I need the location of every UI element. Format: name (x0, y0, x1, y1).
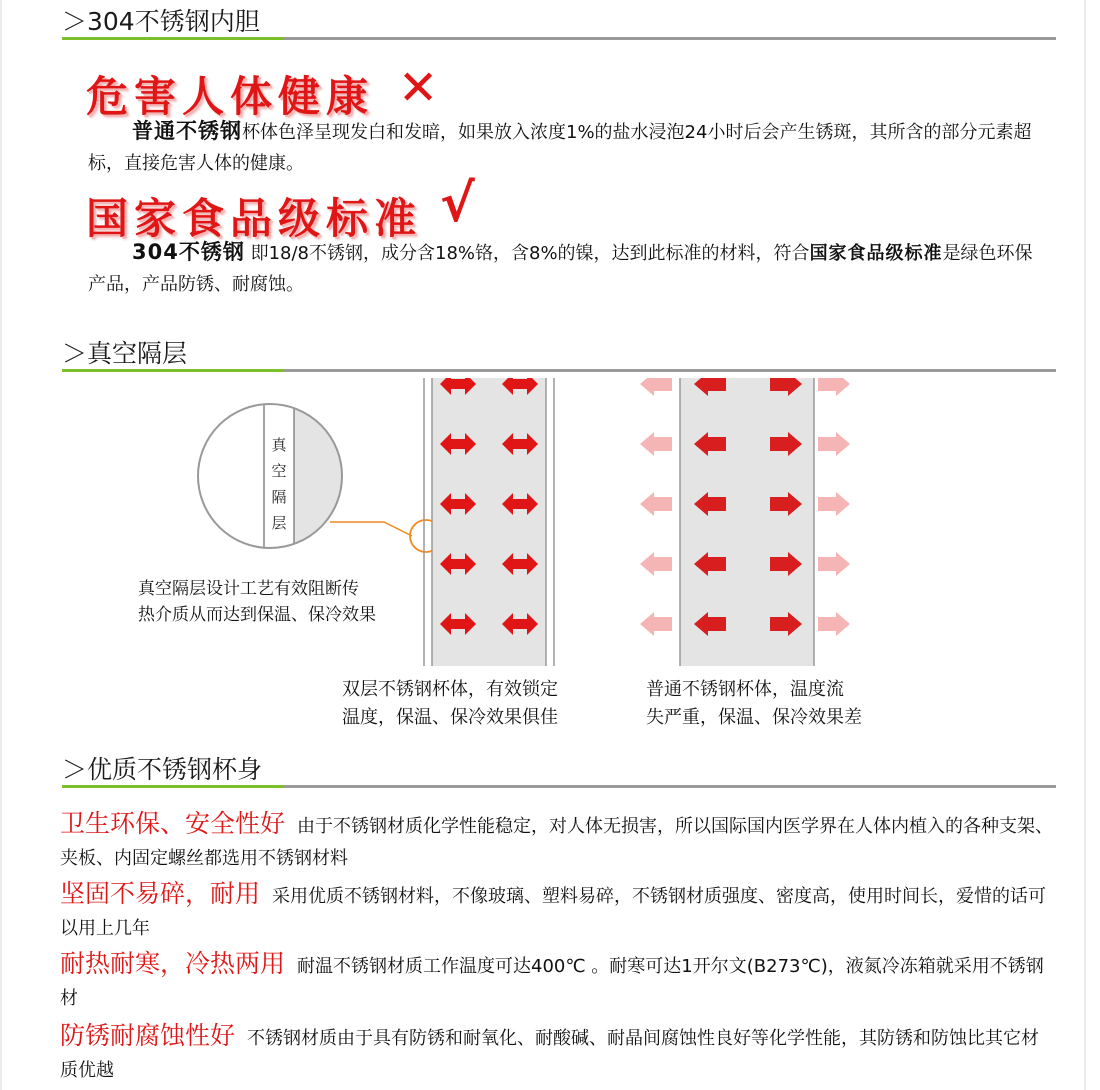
feature-heading: 坚固不易碎，耐用 (60, 879, 261, 908)
feature-text: 不锈钢材质由于具有防锈和耐氧化、耐酸碱、耐晶间腐蚀性良好等化学性能，其防锈和防蚀比其它材质优越 (60, 1028, 1040, 1081)
single-wall-caption (646, 676, 862, 732)
double-wall-caption (342, 676, 558, 732)
section-title: ＞304不锈钢内胆 (62, 7, 260, 36)
arrow-left-faded-icon (640, 492, 672, 516)
zoom-label-text: 真空隔层 (271, 436, 287, 532)
good-heading: 国家食品级标准 (86, 194, 423, 243)
single-caption-line2: 失严重，保温、保冷效果差 (646, 707, 862, 728)
arrow-right-faded-icon (818, 432, 850, 456)
section-title: ＞真空隔层 (62, 339, 188, 368)
double-caption-line2: 温度，保温、保冷效果俱佳 (342, 707, 558, 728)
section-header-liner (62, 8, 1056, 40)
header-gray-line (284, 785, 1056, 788)
header-gray-line (284, 369, 1056, 372)
section-title: ＞优质不锈钢杯身 (62, 755, 263, 784)
arrow-left-faded-icon (640, 378, 672, 396)
arrow-left-faded-icon (640, 432, 672, 456)
arrow-right-faded-icon (818, 378, 850, 396)
good-para-bold: 304不锈钢 (132, 240, 245, 264)
bad-para-bold: 普通不锈钢 (132, 119, 242, 143)
header-green-bar (62, 785, 284, 788)
section-header-vacuum (62, 340, 1056, 372)
good-para-text: 即18/8不锈钢，成分含18%铬，含8%的镍，达到此标准的材料，符合 (244, 243, 810, 264)
feature-text: 采用优质不锈钢材料，不像玻璃、塑料易碎，不锈钢材质强度、密度高，使用时间长，爱惜的话可以用上几年 (60, 886, 1047, 939)
zoom-label (264, 400, 294, 536)
feature-text: 耐温不锈钢材质工作温度可达400℃ 。耐寒可达1开尔文(B273℃)，液氮冷冻箱就采用不锈钢材 (60, 956, 1044, 1009)
arrow-right-faded-icon (818, 612, 850, 636)
single-caption-line1: 普通不锈钢杯体，温度流 (646, 679, 844, 700)
header-green-bar (62, 37, 284, 40)
good-para-bold2: 国家食品级标准 (809, 243, 943, 264)
vacuum-caption (138, 576, 376, 628)
feature-item (60, 808, 1056, 875)
callout-line (330, 522, 412, 536)
good-paragraph (88, 237, 1048, 300)
arrow-right-faded-icon (818, 492, 850, 516)
feature-heading: 防锈耐腐蚀性好 (60, 1021, 236, 1050)
feature-item (60, 878, 1056, 945)
feature-item (60, 948, 1056, 1015)
arrow-left-faded-icon (640, 612, 672, 636)
check-icon: √ (440, 174, 475, 234)
arrow-right-faded-icon (818, 552, 850, 576)
bad-paragraph (88, 116, 1048, 179)
vacuum-caption-line1: 真空隔层设计工艺有效阻断传 (138, 579, 359, 599)
bad-para-text: 杯体色泽呈现发白和发暗，如果放入浓度1%的盐水浸泡24小时后会产生锈斑，其所含的部分元素超标，直接危害人体的健康。 (88, 122, 1032, 174)
header-green-bar (62, 369, 284, 372)
good-para-text2: 是绿色环保产品，产品防锈、耐腐蚀。 (88, 243, 1033, 295)
vacuum-caption-line2: 热介质从而达到保温、保冷效果 (138, 605, 376, 625)
vacuum-diagram (0, 378, 1100, 678)
feature-text: 由于不锈钢材质化学性能稳定，对人体无损害，所以国际国内医学界在人体内植入的各种支架、夹板、内固定螺丝都选用不锈钢材料 (60, 816, 1054, 869)
feature-heading: 耐热耐寒，冷热两用 (60, 949, 286, 978)
header-gray-line (284, 37, 1056, 40)
bad-heading: 危害人体健康 (86, 72, 375, 121)
cross-icon: ✕ (398, 60, 439, 116)
feature-item (60, 1020, 1056, 1087)
double-caption-line1: 双层不锈钢杯体，有效锁定 (342, 679, 558, 700)
arrow-left-faded-icon (640, 552, 672, 576)
section-header-body (62, 756, 1056, 788)
feature-heading: 卫生环保、安全性好 (60, 809, 286, 838)
